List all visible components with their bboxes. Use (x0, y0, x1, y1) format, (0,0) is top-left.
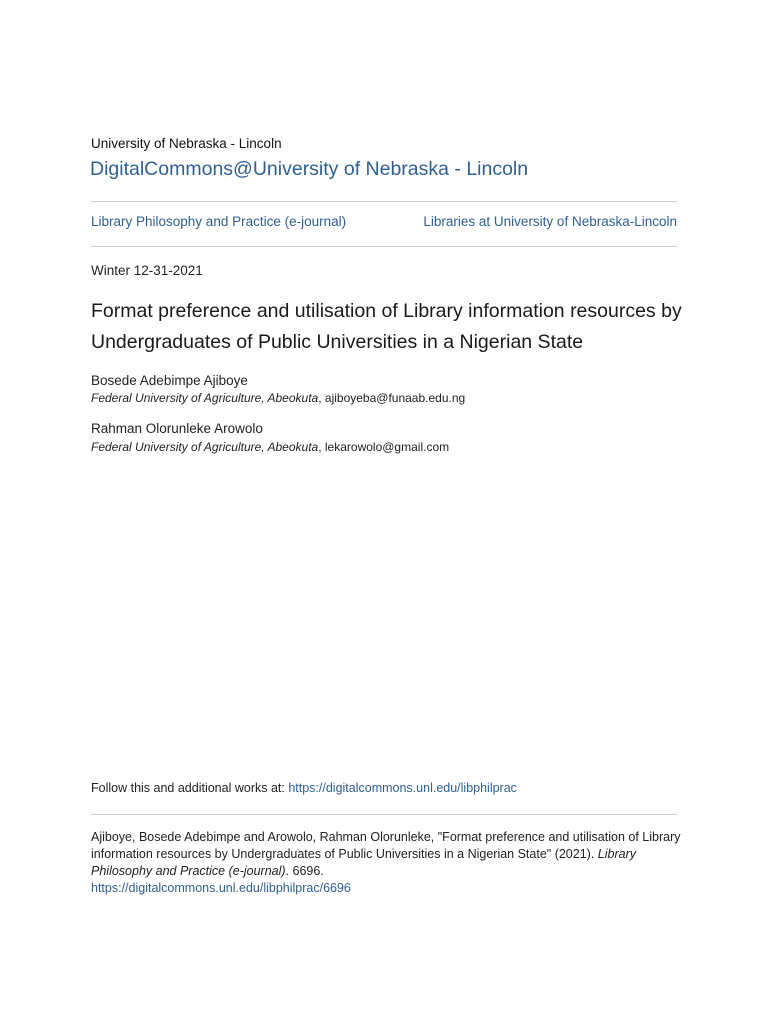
repository-link[interactable]: DigitalCommons@University of Nebraska - Lincoln (90, 158, 529, 180)
institution-name: University of Nebraska - Lincoln (91, 136, 282, 151)
follow-line (91, 781, 517, 795)
author-affiliation: Federal University of Agriculture, Abeokuta, ajiboyeba@funaab.edu.ng (91, 391, 466, 405)
citation-block (91, 829, 681, 897)
divider-bottom (91, 814, 677, 815)
citation-link[interactable]: https://digitalcommons.unl.edu/libphilprac/6696 (91, 881, 351, 895)
affiliation-institution: Federal University of Agriculture, Abeokuta (91, 440, 319, 454)
follow-link[interactable]: https://digitalcommons.unl.edu/libphilprac (288, 781, 517, 795)
author-email: lekarowolo@gmail.com (324, 440, 450, 454)
divider-nav (91, 246, 677, 247)
follow-label: Follow this and additional works at: (91, 781, 289, 795)
publication-date: Winter 12-31-2021 (91, 263, 203, 278)
journal-link[interactable]: Library Philosophy and Practice (e-journal) (91, 214, 347, 229)
author-affiliation: Federal University of Agriculture, Abeokuta, lekarowolo@gmail.com (91, 440, 450, 454)
divider-top (91, 201, 677, 202)
article-title: Format preference and utilisation of Library information resources by Undergraduates of Public Universities in a Nigerian State (91, 300, 682, 353)
citation-text: Ajiboye, Bosede Adebimpe and Arowolo, Rahman Olorunleke, "Format preference and utilisation of Library information resources by Undergraduates of Public Universities in a Nigerian State" (2021). (91, 830, 681, 861)
citation-number: . 6696. (285, 864, 324, 878)
libraries-link[interactable]: Libraries at University of Nebraska-Lincoln (423, 214, 677, 229)
author-name: Bosede Adebimpe Ajiboye (91, 373, 248, 388)
affiliation-institution: Federal University of Agriculture, Abeokuta (91, 391, 319, 405)
author-name: Rahman Olorunleke Arowolo (91, 421, 263, 436)
author-email: ajiboyeba@funaab.edu.ng (324, 391, 466, 405)
citation-journal: Library Philosophy and Practice (e-journal) (91, 847, 636, 878)
